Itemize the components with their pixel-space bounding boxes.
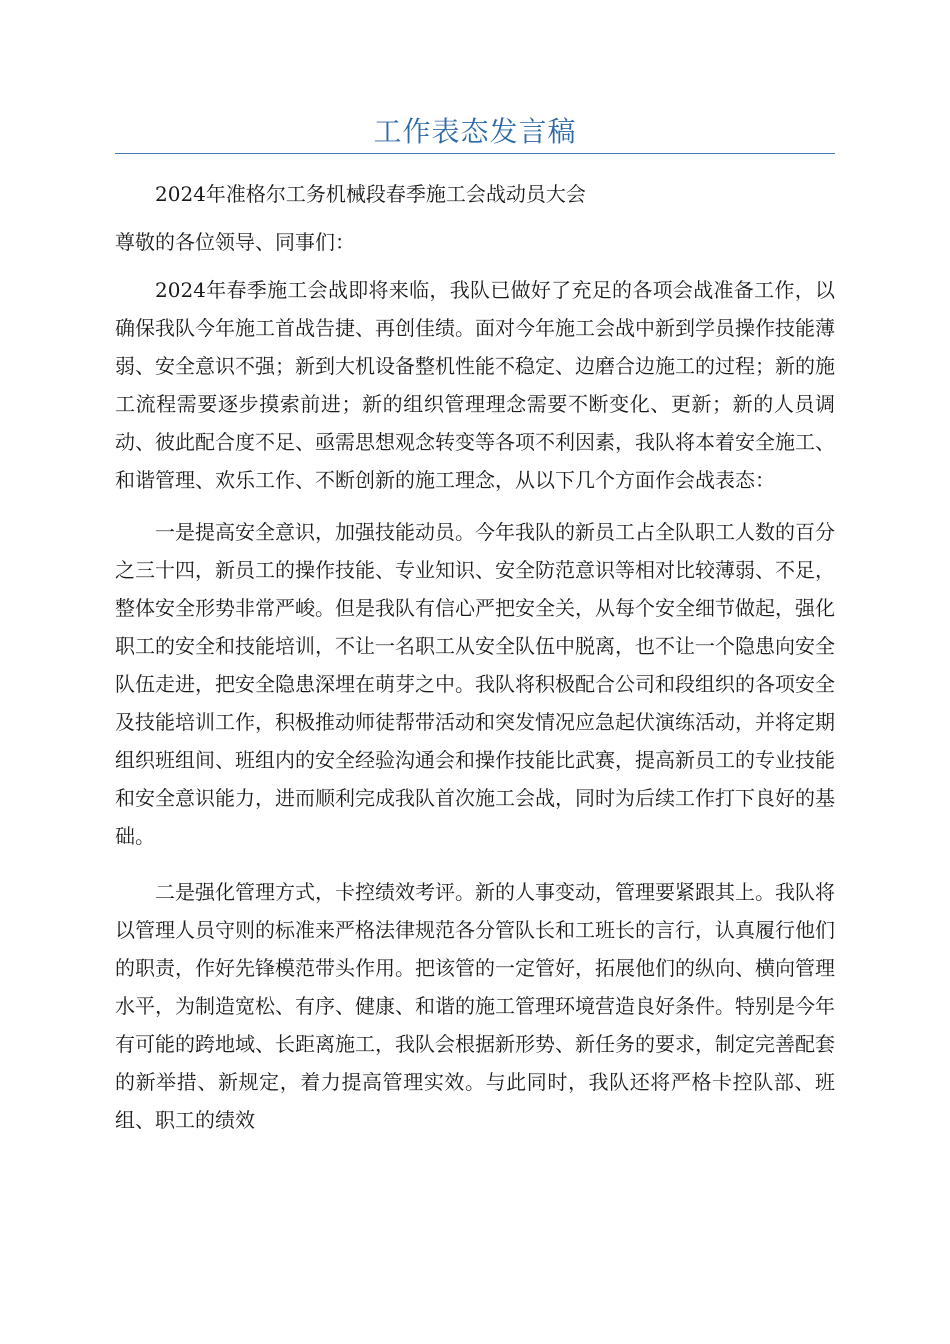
paragraph-safety: 一是提高安全意识，加强技能动员。今年我队的新员工占全队职工人数的百分之三十四，新员工的操作技能、专业知识、安全防范意识等相对比较薄弱、不足，整体安全形势非常严峻。但是我队有信心严把安全关，从每个安全细节做起，强化职工的安全和技能培训，不让一名职工从安全队伍中脱离，也不让一个隐患向安全队伍走进，把安全隐患深埋在萌芽之中。我队将积极配合公司和段组织的各项安全及技能培训工作，积极推动师徒帮带活动和突发情况应急起伏演练活动，并将定期组织班组间、班组内的安全经验沟通会和操作技能比武赛，提高新员工的专业技能和安全意识能力，进而顺利完成我队首次施工会战，同时为后续工作打下良好的基础。 (115, 520, 835, 848)
title-underline (115, 153, 835, 154)
paragraph-management: 二是强化管理方式，卡控绩效考评。新的人事变动，管理要紧跟其上。我队将以管理人员守则的标准来严格法律规范各分管队长和工班长的言行，认真履行他们的职责，作好先锋模范带头作用。把该管的一定管好，拓展他们的纵向、横向管理水平，为制造宽松、有序、健康、和谐的施工管理环境营造良好条件。特别是今年有可能的跨地域、长距离施工，我队会根据新形势、新任务的要求，制定完善配套的新举措、新规定，着力提高管理实效。与此同时，我队还将严格卡控队部、班组、职工的绩效 (115, 880, 835, 1132)
paragraph-intro: 2024年春季施工会战即将来临，我队已做好了充足的各项会战准备工作，以确保我队今年施工首战告捷、再创佳绩。面对今年施工会战中新到学员操作技能薄弱、安全意识不强；新到大机设备整机性能不稳定、边磨合边施工的过程；新的施工流程需要逐步摸索前进；新的组织管理理念需要不断变化、更新；新的人员调动、彼此配合度不足、亟需思想观念转变等各项不利因素，我队将本着安全施工、和谐管理、欢乐工作、不断创新的施工理念，从以下几个方面作会战表态： (115, 278, 835, 492)
document-body (115, 175, 835, 1139)
document-title: 工作表态发言稿 (373, 115, 577, 148)
subtitle-line: 2024年准格尔工务机械段春季施工会战动员大会 (155, 182, 586, 206)
salutation: 尊敬的各位领导、同事们： (115, 230, 355, 254)
